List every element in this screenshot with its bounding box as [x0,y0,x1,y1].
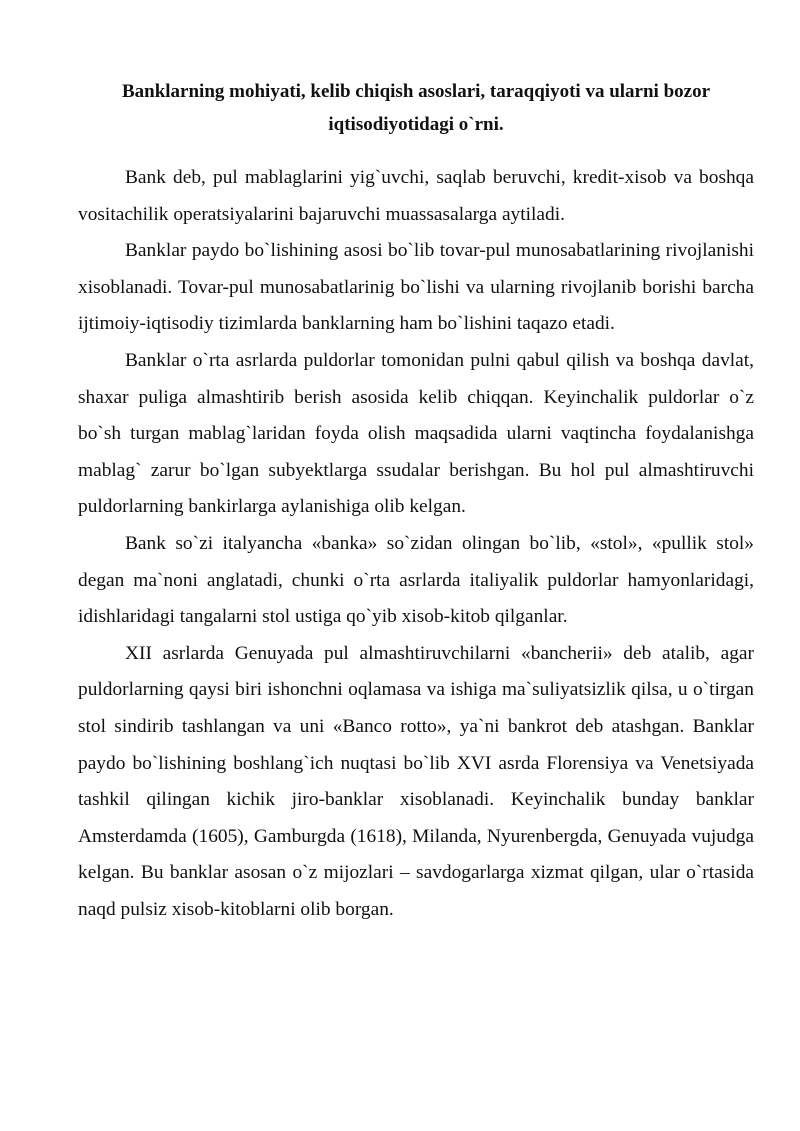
paragraph-middle-ages-moneychangers: Banklar o`rta asrlarda puldorlar tomonidan pulni qabul qilish va boshqa davlat, shaxar puliga almashtirib berish asosida kelib chiqqan. Keyinchalik puldorlar o`z bo`sh turgan mablag`laridan foyda olish maqsadida ularni vaqtincha foydalanishga mablag` zarur bo`lgan subyektlarga ssudalar berishgan. Bu hol pul almashtiruvchi puldorlarning bankirlarga aylanishiga olib kelgan. [78,349,754,518]
paragraph-bank-definition: Bank deb, pul mablaglarini yig`uvchi, saqlab beruvchi, kredit-xisob va boshqa vositachilik operatsiyalarini bajaruvchi muassasalarga aytiladi. [78,167,754,225]
document-body [78,160,754,928]
paragraph-word-etymology: Bank so`zi italyancha «banka» so`zidan olingan bo`lib, «stol», «pullik stol» degan ma`noni anglatadi, chunki o`rta asrlarda italiyalik puldorlar hamyonlaridagi, idishlaridagi tangalarni stol ustiga qo`yib xisob-kitob qilganlar. [78,532,754,628]
paragraph-history-of-banks: XII asrlarda Genuyada pul almashtiruvchilarni «bancherii» deb atalib, agar puldorlarning qaysi biri ishonchni oqlamasa va ishiga ma`suliyatsizlik qilsa, u o`tirgan stol sindirib tashlangan va uni «Banco rotto», ya`ni bankrot deb atashgan. Banklar paydo bo`lishining boshlang`ich nuqtasi bo`lib XVI asrda Florensiya va Venetsiyada tashkil qilingan kichik jiro-banklar xisoblanadi. Keyinchalik bunday banklar Amsterdamda (1605), Gamburgda (1618), Milanda, Nyurenbergda, Genuyada vujudga kelgan. Bu banklar asosan o`z mijozlari – savdogarlarga xizmat qilgan, ular o`rtasida naqd pulsiz xisob-kitoblarni olib borgan. [78,642,754,920]
paragraph-bank-origins-basis: Banklar paydo bo`lishining asosi bo`lib tovar-pul munosabatlarining rivojlanishi xisoblanadi. Tovar-pul munosabatlarinig bo`lishi va ularning rivojlanib borishi barcha ijtimoiy-iqtisodiy tizimlarda banklarning ham bo`lishini taqazo etadi. [78,240,754,335]
document-title: Banklarning mohiyati, kelib chiqish asoslari, taraqqiyoti va ularni bozor iqtisodiyotidagi o`rni. [121,81,711,135]
